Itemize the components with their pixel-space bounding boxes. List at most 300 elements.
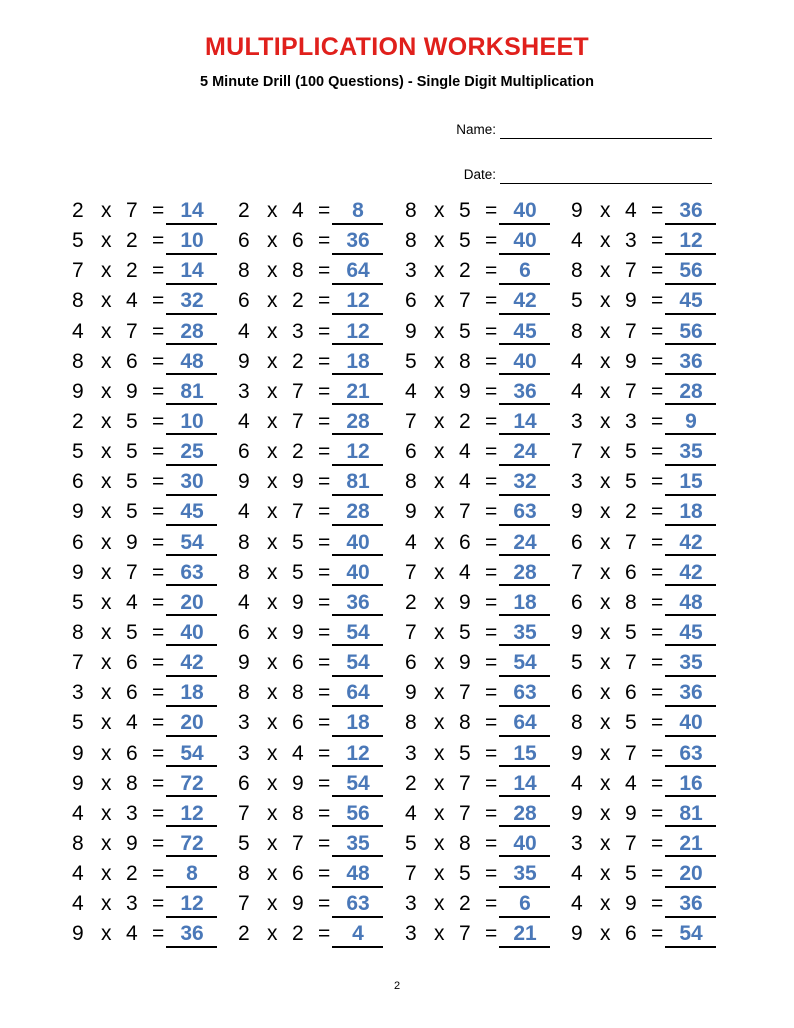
answer-underline <box>499 705 550 707</box>
answer-underline <box>665 373 716 375</box>
equals-sign: = <box>485 711 498 735</box>
factor-b: 4 <box>126 922 138 946</box>
problem-row <box>238 829 388 859</box>
answer: 36 <box>346 590 370 614</box>
answer-underline <box>166 644 217 646</box>
equals-sign: = <box>152 440 165 464</box>
factor-a: 4 <box>72 319 84 343</box>
equals-sign: = <box>485 590 498 614</box>
equals-sign: = <box>651 892 664 916</box>
factor-a: 9 <box>571 500 583 524</box>
name-label: Name: <box>456 122 496 137</box>
factor-a: 7 <box>405 409 417 433</box>
answer-underline <box>332 644 383 646</box>
times-sign: x <box>101 229 112 253</box>
times-sign: x <box>101 681 112 705</box>
factor-b: 9 <box>459 590 471 614</box>
factor-a: 4 <box>571 379 583 403</box>
answer: 12 <box>679 229 703 253</box>
problem-row <box>571 708 721 738</box>
answer: 48 <box>679 590 703 614</box>
problem-row <box>405 799 555 829</box>
answer: 21 <box>679 831 703 855</box>
times-sign: x <box>434 620 445 644</box>
answer-underline <box>665 795 716 797</box>
answer: 48 <box>346 862 370 886</box>
answer: 36 <box>679 681 703 705</box>
equals-sign: = <box>318 319 331 343</box>
times-sign: x <box>434 771 445 795</box>
problem-row <box>238 317 388 347</box>
equals-sign: = <box>485 801 498 825</box>
times-sign: x <box>101 470 112 494</box>
equals-sign: = <box>651 470 664 494</box>
factor-a: 8 <box>238 560 250 584</box>
factor-b: 5 <box>459 199 471 222</box>
factor-b: 2 <box>126 259 138 283</box>
factor-b: 5 <box>126 620 138 644</box>
answer-underline <box>166 855 217 857</box>
problem-row <box>238 196 388 226</box>
answer: 18 <box>346 349 370 373</box>
times-sign: x <box>600 440 611 464</box>
times-sign: x <box>434 922 445 946</box>
factor-b: 8 <box>126 771 138 795</box>
equals-sign: = <box>318 379 331 403</box>
factor-b: 6 <box>126 741 138 765</box>
times-sign: x <box>600 229 611 253</box>
problem-row <box>571 256 721 286</box>
answer-underline <box>166 433 217 435</box>
answer: 21 <box>513 922 537 946</box>
factor-b: 5 <box>292 560 304 584</box>
times-sign: x <box>434 741 445 765</box>
problem-row <box>238 467 388 497</box>
answer-underline <box>665 223 716 225</box>
times-sign: x <box>267 229 278 253</box>
answer-underline <box>499 283 550 285</box>
factor-b: 2 <box>459 259 471 283</box>
answer-underline <box>332 675 383 677</box>
problem-row <box>72 739 222 769</box>
answer-underline <box>499 675 550 677</box>
answer: 42 <box>180 651 204 675</box>
factor-b: 3 <box>126 892 138 916</box>
problem-row <box>72 799 222 829</box>
problem-row <box>571 196 721 226</box>
factor-b: 9 <box>625 892 637 916</box>
answer: 36 <box>679 199 703 222</box>
factor-b: 2 <box>292 440 304 464</box>
answer: 54 <box>180 530 204 554</box>
problem-row <box>405 739 555 769</box>
answer: 18 <box>679 500 703 524</box>
problem-row <box>72 377 222 407</box>
problem-row <box>72 648 222 678</box>
factor-b: 7 <box>292 379 304 403</box>
factor-b: 6 <box>126 349 138 373</box>
answer: 36 <box>513 379 537 403</box>
problem-row <box>72 286 222 316</box>
problem-row <box>571 286 721 316</box>
date-label: Date: <box>463 167 496 182</box>
problem-row <box>72 708 222 738</box>
factor-a: 6 <box>238 229 250 253</box>
answer: 36 <box>346 229 370 253</box>
factor-a: 8 <box>238 862 250 886</box>
answer-underline <box>166 705 217 707</box>
factor-a: 9 <box>405 319 417 343</box>
factor-b: 5 <box>459 862 471 886</box>
equals-sign: = <box>651 801 664 825</box>
equals-sign: = <box>318 711 331 735</box>
equals-sign: = <box>651 862 664 886</box>
name-field <box>440 117 716 139</box>
times-sign: x <box>434 289 445 313</box>
factor-b: 7 <box>292 409 304 433</box>
answer-underline <box>499 886 550 888</box>
factor-a: 5 <box>72 440 84 464</box>
problem-row <box>238 678 388 708</box>
equals-sign: = <box>152 892 165 916</box>
factor-a: 9 <box>72 771 84 795</box>
equals-sign: = <box>651 319 664 343</box>
problem-row <box>72 467 222 497</box>
factor-a: 3 <box>72 681 84 705</box>
times-sign: x <box>101 651 112 675</box>
answer: 64 <box>346 259 370 283</box>
factor-a: 8 <box>238 681 250 705</box>
equals-sign: = <box>485 289 498 313</box>
factor-a: 6 <box>405 651 417 675</box>
times-sign: x <box>267 289 278 313</box>
problem-row <box>405 769 555 799</box>
factor-a: 9 <box>571 922 583 946</box>
equals-sign: = <box>318 199 331 222</box>
problem-row <box>72 437 222 467</box>
factor-a: 8 <box>405 470 417 494</box>
problem-row <box>72 558 222 588</box>
answer: 6 <box>519 259 531 283</box>
times-sign: x <box>267 440 278 464</box>
factor-b: 9 <box>292 892 304 916</box>
times-sign: x <box>434 681 445 705</box>
times-sign: x <box>434 590 445 614</box>
answer: 12 <box>346 741 370 765</box>
answer: 40 <box>346 560 370 584</box>
problem-row <box>238 256 388 286</box>
date-field <box>440 162 716 184</box>
times-sign: x <box>600 500 611 524</box>
factor-b: 5 <box>459 741 471 765</box>
factor-a: 4 <box>571 771 583 795</box>
times-sign: x <box>600 259 611 283</box>
problem-grid <box>72 196 732 962</box>
answer: 56 <box>679 259 703 283</box>
problem-row <box>405 708 555 738</box>
factor-a: 8 <box>571 259 583 283</box>
times-sign: x <box>434 199 445 222</box>
factor-a: 9 <box>238 470 250 494</box>
answer-underline <box>665 403 716 405</box>
factor-a: 8 <box>571 319 583 343</box>
answer-underline <box>499 795 550 797</box>
problem-row <box>571 558 721 588</box>
equals-sign: = <box>485 349 498 373</box>
answer: 40 <box>513 229 537 253</box>
answer: 10 <box>180 409 204 433</box>
factor-a: 9 <box>72 379 84 403</box>
equals-sign: = <box>651 681 664 705</box>
factor-a: 3 <box>571 831 583 855</box>
factor-a: 2 <box>72 409 84 433</box>
answer-underline <box>166 253 217 255</box>
problem-row <box>571 769 721 799</box>
answer: 40 <box>180 620 204 644</box>
factor-a: 4 <box>405 530 417 554</box>
factor-a: 5 <box>72 711 84 735</box>
answer: 8 <box>186 862 198 886</box>
factor-a: 4 <box>238 500 250 524</box>
times-sign: x <box>434 560 445 584</box>
equals-sign: = <box>318 922 331 946</box>
factor-a: 4 <box>571 892 583 916</box>
problem-row <box>405 377 555 407</box>
factor-b: 5 <box>625 711 637 735</box>
factor-b: 6 <box>126 681 138 705</box>
factor-a: 2 <box>405 590 417 614</box>
answer-underline <box>332 343 383 345</box>
equals-sign: = <box>485 922 498 946</box>
equals-sign: = <box>318 500 331 524</box>
factor-b: 4 <box>459 470 471 494</box>
answer-underline <box>665 283 716 285</box>
problem-row <box>238 588 388 618</box>
equals-sign: = <box>485 560 498 584</box>
problem-row <box>72 678 222 708</box>
problem-row <box>405 919 555 949</box>
factor-a: 9 <box>405 500 417 524</box>
problem-row <box>571 648 721 678</box>
answer-underline <box>332 403 383 405</box>
equals-sign: = <box>651 831 664 855</box>
factor-a: 4 <box>238 409 250 433</box>
factor-a: 7 <box>571 440 583 464</box>
problem-row <box>72 889 222 919</box>
equals-sign: = <box>651 349 664 373</box>
answer: 54 <box>679 922 703 946</box>
factor-a: 5 <box>571 289 583 313</box>
factor-a: 8 <box>238 259 250 283</box>
answer-underline <box>332 554 383 556</box>
factor-a: 5 <box>72 590 84 614</box>
equals-sign: = <box>485 831 498 855</box>
equals-sign: = <box>152 681 165 705</box>
times-sign: x <box>101 771 112 795</box>
problem-row <box>238 889 388 919</box>
answer: 63 <box>513 681 537 705</box>
factor-a: 6 <box>571 681 583 705</box>
answer-underline <box>665 524 716 526</box>
answer-underline <box>499 464 550 466</box>
factor-b: 4 <box>126 289 138 313</box>
answer-underline <box>332 735 383 737</box>
equals-sign: = <box>485 440 498 464</box>
answer: 63 <box>679 741 703 765</box>
answer-underline <box>332 283 383 285</box>
factor-b: 4 <box>625 199 637 222</box>
factor-b: 8 <box>292 681 304 705</box>
times-sign: x <box>101 741 112 765</box>
equals-sign: = <box>152 831 165 855</box>
times-sign: x <box>600 530 611 554</box>
problem-row <box>238 497 388 527</box>
equals-sign: = <box>318 560 331 584</box>
answer-underline <box>665 313 716 315</box>
answer-underline <box>166 223 217 225</box>
equals-sign: = <box>651 530 664 554</box>
factor-b: 7 <box>625 651 637 675</box>
problem-row <box>405 678 555 708</box>
times-sign: x <box>101 440 112 464</box>
problem-row <box>72 317 222 347</box>
equals-sign: = <box>485 409 498 433</box>
factor-a: 3 <box>238 379 250 403</box>
factor-a: 3 <box>571 409 583 433</box>
problem-column <box>405 196 555 950</box>
factor-a: 8 <box>72 831 84 855</box>
equals-sign: = <box>152 771 165 795</box>
factor-b: 7 <box>292 500 304 524</box>
answer-underline <box>499 946 550 948</box>
times-sign: x <box>434 831 445 855</box>
answer-underline <box>166 946 217 948</box>
factor-a: 7 <box>405 862 417 886</box>
answer-underline <box>166 464 217 466</box>
factor-a: 7 <box>238 801 250 825</box>
equals-sign: = <box>485 470 498 494</box>
times-sign: x <box>267 319 278 343</box>
factor-a: 6 <box>238 771 250 795</box>
equals-sign: = <box>318 801 331 825</box>
factor-b: 6 <box>625 560 637 584</box>
problem-column <box>72 196 222 950</box>
factor-b: 7 <box>459 500 471 524</box>
answer-underline <box>665 614 716 616</box>
answer-underline <box>665 886 716 888</box>
times-sign: x <box>600 409 611 433</box>
factor-a: 2 <box>405 771 417 795</box>
problem-row <box>72 919 222 949</box>
answer: 6 <box>519 892 531 916</box>
factor-b: 2 <box>126 862 138 886</box>
answer: 54 <box>180 741 204 765</box>
equals-sign: = <box>152 651 165 675</box>
factor-b: 3 <box>625 409 637 433</box>
problem-row <box>405 407 555 437</box>
answer-underline <box>332 946 383 948</box>
answer-underline <box>665 584 716 586</box>
answer: 9 <box>685 409 697 433</box>
times-sign: x <box>600 801 611 825</box>
equals-sign: = <box>485 892 498 916</box>
equals-sign: = <box>651 590 664 614</box>
problem-row <box>238 769 388 799</box>
equals-sign: = <box>152 349 165 373</box>
answer: 28 <box>679 379 703 403</box>
equals-sign: = <box>152 922 165 946</box>
equals-sign: = <box>651 711 664 735</box>
answer-underline <box>332 524 383 526</box>
equals-sign: = <box>651 409 664 433</box>
times-sign: x <box>267 681 278 705</box>
answer-underline <box>499 855 550 857</box>
answer-underline <box>665 855 716 857</box>
factor-b: 5 <box>459 620 471 644</box>
problem-row <box>405 829 555 859</box>
times-sign: x <box>267 379 278 403</box>
answer: 12 <box>180 892 204 916</box>
answer: 18 <box>513 590 537 614</box>
answer-underline <box>665 554 716 556</box>
answer-underline <box>665 916 716 918</box>
factor-b: 9 <box>459 379 471 403</box>
problem-row <box>72 829 222 859</box>
answer: 81 <box>180 379 204 403</box>
problem-row <box>571 347 721 377</box>
problem-row <box>571 226 721 256</box>
problem-row <box>72 859 222 889</box>
factor-a: 4 <box>238 590 250 614</box>
equals-sign: = <box>318 470 331 494</box>
times-sign: x <box>600 379 611 403</box>
problem-row <box>405 467 555 497</box>
times-sign: x <box>267 560 278 584</box>
answer-underline <box>665 253 716 255</box>
times-sign: x <box>101 560 112 584</box>
factor-a: 8 <box>405 711 417 735</box>
problem-row <box>72 528 222 558</box>
times-sign: x <box>434 862 445 886</box>
answer: 35 <box>346 831 370 855</box>
answer: 45 <box>513 319 537 343</box>
answer: 40 <box>346 530 370 554</box>
problem-row <box>571 799 721 829</box>
answer: 28 <box>180 319 204 343</box>
times-sign: x <box>267 590 278 614</box>
problem-row <box>238 618 388 648</box>
times-sign: x <box>434 440 445 464</box>
times-sign: x <box>267 922 278 946</box>
factor-b: 6 <box>459 530 471 554</box>
times-sign: x <box>600 651 611 675</box>
problem-row <box>238 558 388 588</box>
factor-b: 3 <box>625 229 637 253</box>
factor-b: 5 <box>625 440 637 464</box>
factor-b: 7 <box>459 922 471 946</box>
factor-b: 4 <box>292 741 304 765</box>
factor-a: 3 <box>405 922 417 946</box>
factor-b: 2 <box>292 922 304 946</box>
answer: 20 <box>180 590 204 614</box>
answer-underline <box>665 825 716 827</box>
equals-sign: = <box>485 862 498 886</box>
factor-a: 5 <box>405 349 417 373</box>
times-sign: x <box>600 470 611 494</box>
problem-row <box>571 829 721 859</box>
date-line <box>500 183 712 184</box>
equals-sign: = <box>485 259 498 283</box>
